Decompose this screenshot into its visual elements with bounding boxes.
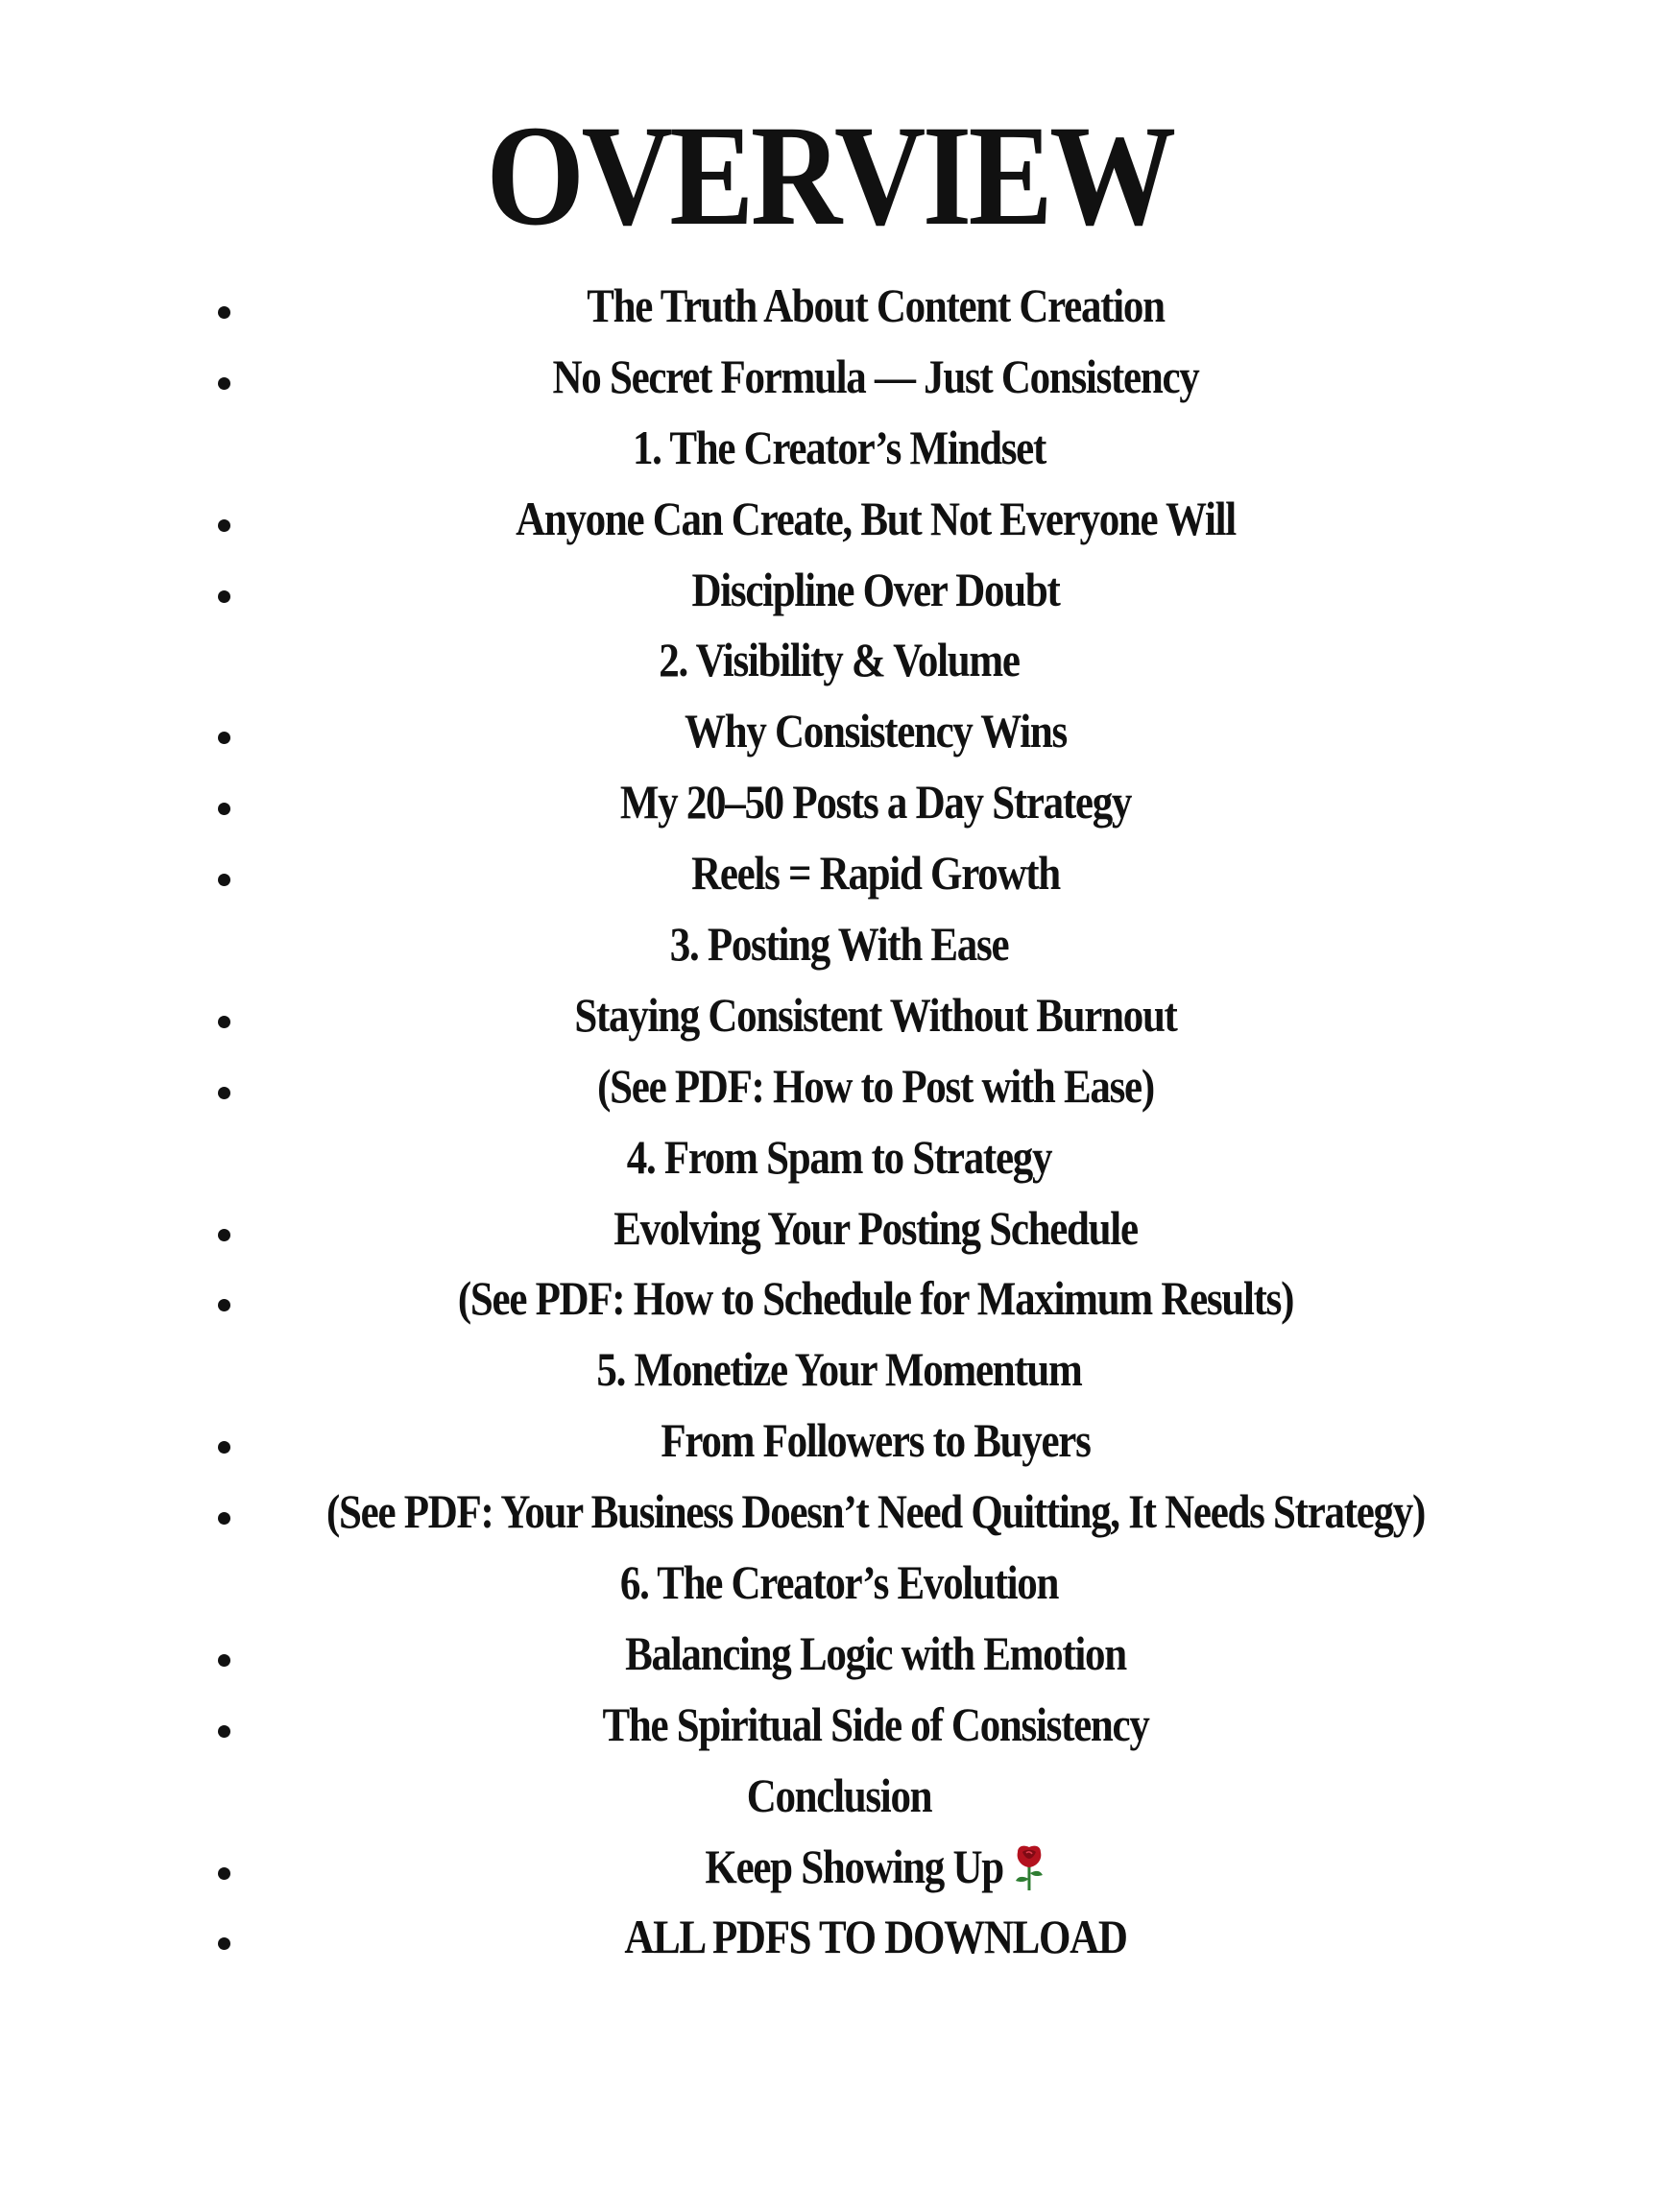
toc-text-staying-consistent-without-burnout: Staying Consistent Without Burnout bbox=[574, 987, 1177, 1042]
toc-text-the-truth-about-content-creation: The Truth About Content Creation bbox=[587, 278, 1165, 332]
toc-bullet-item bbox=[0, 1624, 1659, 1695]
toc-bullet-item bbox=[0, 1057, 1659, 1128]
toc-item-label bbox=[162, 1411, 1589, 1469]
toc-item-label bbox=[162, 348, 1589, 405]
toc-item-label bbox=[162, 1269, 1589, 1327]
toc-bullet-item bbox=[0, 1838, 1659, 1909]
toc-bullet-item bbox=[0, 1411, 1659, 1482]
toc-heading-label bbox=[126, 419, 1552, 476]
toc-bullet-item bbox=[0, 1269, 1659, 1340]
toc-bullet-item bbox=[0, 276, 1659, 348]
toc-section-heading bbox=[0, 419, 1659, 490]
toc-text-evolving-your-posting-schedule: Evolving Your Posting Schedule bbox=[613, 1200, 1138, 1255]
toc-text-conclusion: Conclusion bbox=[746, 1767, 932, 1822]
toc-bullet-item bbox=[0, 561, 1659, 632]
toc-text-discipline-over-doubt: Discipline Over Doubt bbox=[691, 562, 1060, 616]
toc-text-see-pdf-your-business-doesn-t-need-quitting-it-needs-strategy: (See PDF: Your Business Doesn’t Need Quitting, It Needs Strategy) bbox=[326, 1484, 1425, 1539]
toc-item-label bbox=[162, 1199, 1589, 1257]
toc-item-label bbox=[162, 561, 1589, 618]
toc-item-label bbox=[162, 773, 1589, 830]
toc-bullet-item bbox=[0, 1695, 1659, 1767]
toc-item-label bbox=[162, 490, 1589, 547]
toc-bullet-item bbox=[0, 490, 1659, 561]
toc-bullet-item bbox=[0, 702, 1659, 773]
toc-text-keep-showing-up: Keep Showing Up bbox=[705, 1839, 1003, 1893]
toc-bullet-item bbox=[0, 986, 1659, 1057]
toc-text-3-posting-with-ease: 3. Posting With Ease bbox=[669, 917, 1009, 972]
toc-text-anyone-can-create-but-not-everyone-will: Anyone Can Create, But Not Everyone Will bbox=[516, 491, 1236, 545]
toc-item-label bbox=[162, 1908, 1589, 1965]
toc-text-4-from-spam-to-strategy: 4. From Spam to Strategy bbox=[626, 1129, 1052, 1184]
toc-text-my-20-50-posts-a-day-strategy: My 20–50 Posts a Day Strategy bbox=[619, 775, 1132, 830]
toc-bullet-item bbox=[0, 1199, 1659, 1270]
toc-item-label bbox=[162, 1057, 1589, 1115]
toc-heading-label bbox=[126, 915, 1552, 973]
toc-item-label bbox=[162, 1838, 1589, 1895]
toc-bullet-item bbox=[0, 844, 1659, 915]
toc-text-see-pdf-how-to-post-with-ease: (See PDF: How to Post with Ease) bbox=[597, 1058, 1154, 1113]
toc-section-heading bbox=[0, 1553, 1659, 1624]
toc-section-heading bbox=[0, 1128, 1659, 1199]
toc-item-label bbox=[162, 702, 1589, 759]
toc-section-heading bbox=[0, 631, 1659, 702]
toc-section-heading bbox=[0, 1340, 1659, 1411]
toc-heading-label bbox=[126, 1553, 1552, 1611]
toc-text-see-pdf-how-to-schedule-for-maximum-results: (See PDF: How to Schedule for Maximum Results) bbox=[457, 1271, 1294, 1326]
toc-heading-label bbox=[126, 1767, 1552, 1824]
toc-text-reels-rapid-growth: Reels = Rapid Growth bbox=[691, 846, 1060, 901]
toc-item-label bbox=[162, 1482, 1589, 1540]
toc-text-6-the-creator-s-evolution: 6. The Creator’s Evolution bbox=[619, 1555, 1059, 1610]
toc-text-from-followers-to-buyers: From Followers to Buyers bbox=[661, 1413, 1091, 1468]
rose-icon bbox=[1010, 1842, 1048, 1892]
toc-item-label bbox=[162, 276, 1589, 334]
toc-section-heading bbox=[0, 915, 1659, 986]
toc-item-label bbox=[162, 844, 1589, 902]
toc-text-5-monetize-your-momentum: 5. Monetize Your Momentum bbox=[596, 1342, 1082, 1397]
toc-heading-label bbox=[126, 1128, 1552, 1186]
toc-text-balancing-logic-with-emotion: Balancing Logic with Emotion bbox=[625, 1625, 1126, 1680]
toc-text-2-visibility-volume: 2. Visibility & Volume bbox=[659, 633, 1020, 687]
toc-bullet-item bbox=[0, 348, 1659, 419]
toc-item-label bbox=[162, 1695, 1589, 1753]
toc-text-the-spiritual-side-of-consistency: The Spiritual Side of Consistency bbox=[602, 1696, 1149, 1751]
toc-heading-label bbox=[126, 1340, 1552, 1398]
toc-bullet-item bbox=[0, 1908, 1659, 1979]
toc-text-why-consistency-wins: Why Consistency Wins bbox=[685, 704, 1067, 758]
toc-heading-label bbox=[126, 631, 1552, 688]
page-title: OVERVIEW bbox=[486, 96, 1173, 255]
toc-text-no-secret-formula-just-consistency: No Secret Formula — Just Consistency bbox=[552, 349, 1199, 403]
toc-bullet-item bbox=[0, 773, 1659, 844]
table-of-contents bbox=[0, 276, 1659, 1979]
toc-item-label bbox=[162, 986, 1589, 1044]
toc-item-label bbox=[162, 1624, 1589, 1682]
toc-text-1-the-creator-s-mindset: 1. The Creator’s Mindset bbox=[632, 420, 1046, 474]
toc-text-all-pdfs-to-download: ALL PDFS TO DOWNLOAD bbox=[624, 1910, 1127, 1964]
toc-section-heading bbox=[0, 1767, 1659, 1838]
toc-bullet-item bbox=[0, 1482, 1659, 1553]
